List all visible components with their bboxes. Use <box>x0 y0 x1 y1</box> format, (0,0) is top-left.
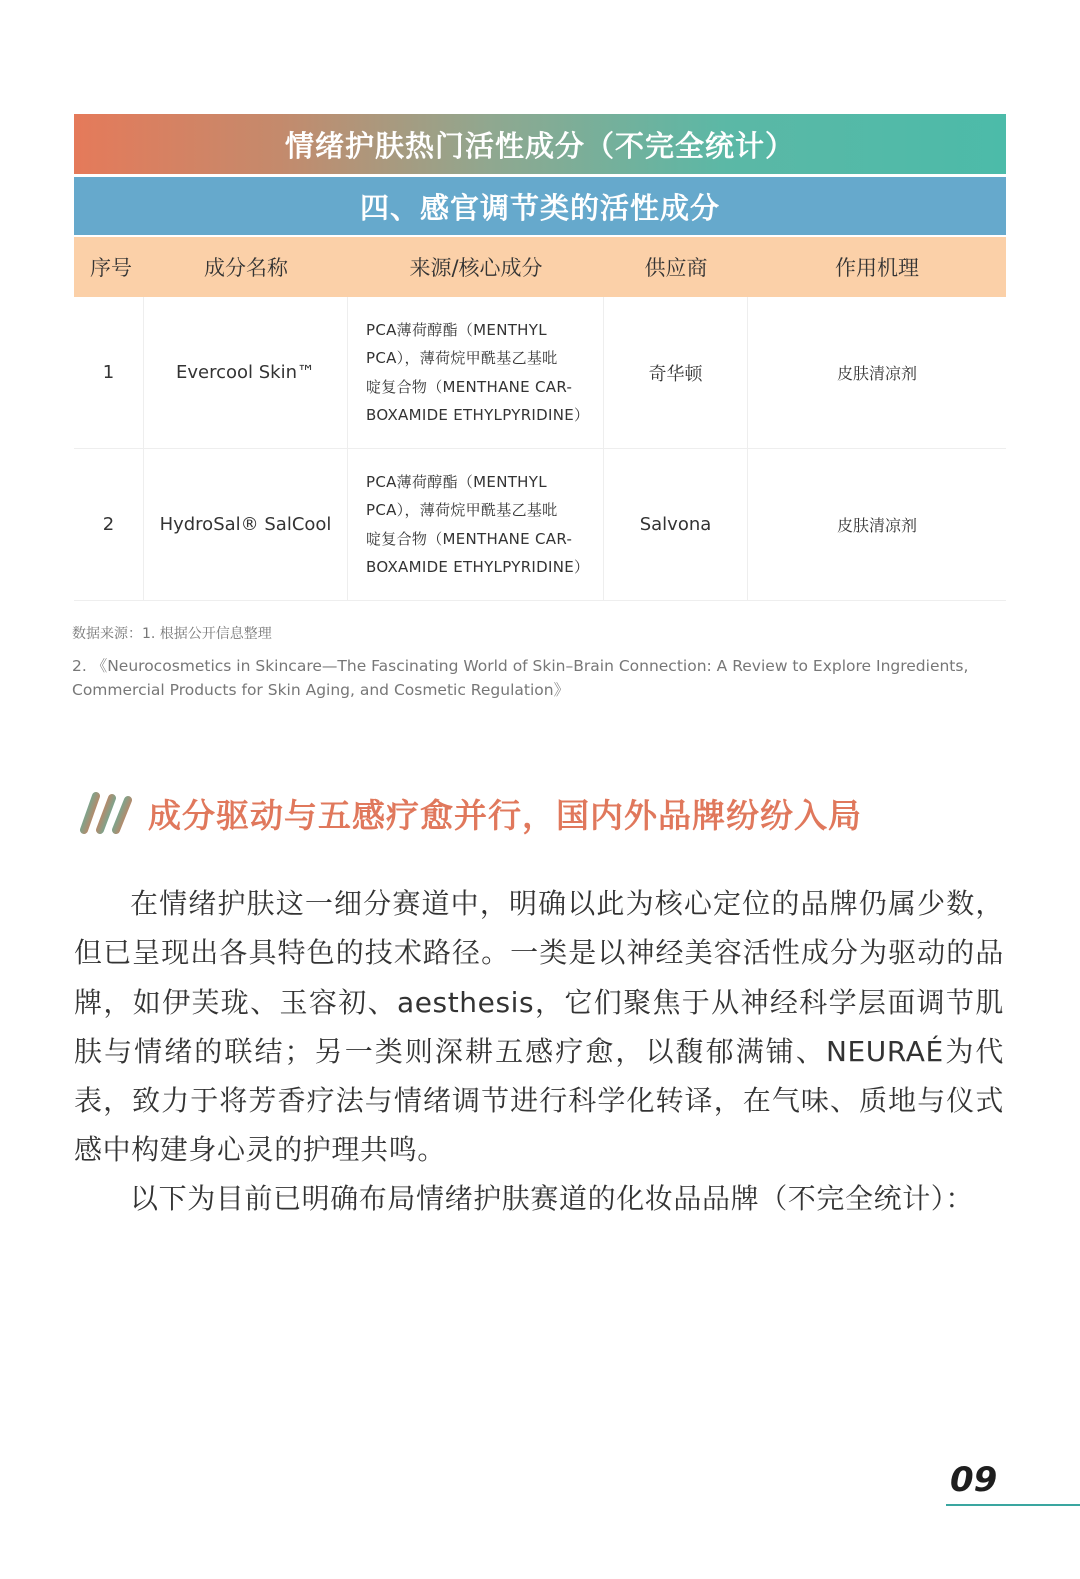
reference-note: 2. 《Neurocosmetics in Skincare—The Fascinating World of Skin–Brain Connection: A Review to Explore Ingredients, Commercial Products for Skin Aging, and Cosmetic Regulation》 <box>72 657 969 699</box>
table-row <box>74 297 1006 449</box>
body-paragraph: 以下为目前已明确布局情绪护肤赛道的化妆品品牌（不完全统计）： <box>130 1182 975 1215</box>
cell-name: Evercool Skin™ <box>144 297 348 448</box>
body-paragraph: 在情绪护肤这一细分赛道中，明确以此为核心定位的品牌仍属少数，但已呈现出各具特色的技术路径。一类是以神经美容活性成分为驱动的品牌，如伊芙珑、玉容初、aesthesis，它们聚焦于从神经科学层面调节肌肤与情绪的联结；另一类则深耕五感疗愈，以馥郁满铺、NEURAÉ为代表，致力于将芳香疗法与情绪调节进行科学化转译，在气味、质地与仪式感中构建身心灵的护理共鸣。 <box>74 887 1004 1167</box>
stripes-logo-icon <box>78 792 134 834</box>
cell-mechanism: 皮肤清凉剂 <box>836 516 917 535</box>
table-subtitle: 四、感官调节类的活性成分 <box>74 177 1006 235</box>
source-line: PCA薄荷醇酯（MENTHYL <box>366 472 547 491</box>
table-row <box>74 449 1006 601</box>
header-mechanism: 作用机理 <box>835 256 919 280</box>
cell-mechanism: 皮肤清凉剂 <box>836 364 917 383</box>
source-line: 啶复合物（MENTHANE CAR- <box>366 377 573 396</box>
header-name: 成分名称 <box>204 256 288 280</box>
cell-supplier: Salvona <box>604 449 748 600</box>
header-source: 来源/核心成分 <box>409 256 543 280</box>
source-line: 啶复合物（MENTHANE CAR- <box>366 529 573 548</box>
section-heading <box>78 788 862 838</box>
table-header-row <box>74 237 1006 297</box>
source-line: PCA薄荷醇酯（MENTHYL <box>366 320 547 339</box>
cell-supplier: 奇华顿 <box>604 297 748 448</box>
source-line: PCA），薄荷烷甲酰基乙基吡 <box>366 501 558 519</box>
cell-name: HydroSal® SalCool <box>144 449 348 600</box>
section-title: 成分驱动与五感疗愈并行，国内外品牌纷纷入局 <box>148 795 862 835</box>
source-line: BOXAMIDE ETHYLPYRIDINE） <box>366 406 590 424</box>
page-number-underline <box>946 1504 1080 1506</box>
source-line: PCA），薄荷烷甲酰基乙基吡 <box>366 349 558 367</box>
ingredients-table <box>74 114 1006 601</box>
header-supplier: 供应商 <box>644 256 708 280</box>
header-no: 序号 <box>90 256 132 280</box>
source-line: BOXAMIDE ETHYLPYRIDINE） <box>366 558 590 576</box>
cell-no: 2 <box>74 449 144 600</box>
cell-source <box>348 449 604 600</box>
table-title: 情绪护肤热门活性成分（不完全统计） <box>74 114 1006 174</box>
cell-source <box>348 297 604 448</box>
page-number: 09 <box>950 1460 998 1500</box>
cell-no: 1 <box>74 297 144 448</box>
data-source-note: 数据来源：1. 根据公开信息整理 <box>72 626 272 642</box>
